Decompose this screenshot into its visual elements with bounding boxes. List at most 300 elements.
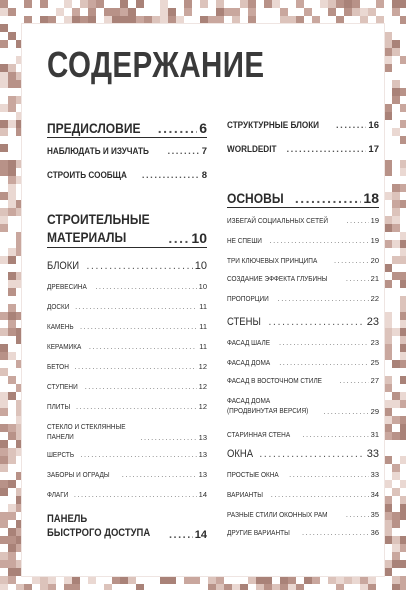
- border-pixel: [8, 160, 16, 168]
- toc-entry-title: [47, 210, 166, 246]
- border-pixel: [0, 160, 8, 168]
- dot-leader: [169, 529, 193, 541]
- dot-leader: [334, 256, 369, 265]
- toc-entry-title: [227, 510, 344, 519]
- border-pixel: [368, 576, 376, 584]
- toc-entry[interactable]: [47, 470, 207, 479]
- toc-entry[interactable]: [227, 490, 379, 499]
- border-pixel: [168, 576, 176, 584]
- border-pixel: [392, 0, 400, 8]
- border-pixel: [368, 584, 376, 590]
- toc-entry-title: [47, 120, 156, 136]
- border-pixel: [216, 0, 224, 8]
- toc-entry[interactable]: [227, 216, 379, 225]
- toc-entry-page-number: 8: [201, 170, 207, 181]
- border-pixel: [384, 312, 392, 320]
- border-pixel: [384, 496, 392, 504]
- toc-entry[interactable]: [227, 448, 379, 460]
- border-pixel: [0, 488, 8, 496]
- border-pixel: [256, 584, 264, 590]
- toc-entry-title: [47, 322, 78, 331]
- border-pixel: [160, 8, 168, 16]
- border-pixel: [136, 584, 144, 590]
- border-pixel: [184, 0, 192, 8]
- border-pixel: [0, 224, 8, 232]
- border-pixel: [0, 216, 8, 224]
- border-pixel: [64, 584, 72, 590]
- toc-entry[interactable]: [47, 512, 207, 541]
- border-pixel: [0, 312, 8, 320]
- toc-entry[interactable]: [47, 120, 207, 138]
- border-pixel: [272, 584, 280, 590]
- toc-entry-title: [227, 470, 287, 479]
- border-pixel: [384, 320, 392, 328]
- border-pixel: [224, 8, 232, 16]
- border-pixel: [384, 264, 392, 272]
- border-pixel: [384, 160, 392, 168]
- border-pixel: [352, 8, 360, 16]
- border-pixel: [288, 576, 296, 584]
- border-pixel: [8, 376, 16, 384]
- border-pixel: [0, 208, 8, 216]
- toc-entry[interactable]: [47, 450, 207, 459]
- toc-entry-title: [227, 274, 344, 283]
- border-pixel: [176, 16, 184, 24]
- toc-entry-page-number: 29: [370, 406, 379, 416]
- border-pixel: [400, 416, 406, 424]
- border-pixel: [400, 256, 406, 264]
- border-pixel: [8, 504, 16, 512]
- border-pixel: [384, 376, 392, 384]
- border-pixel: [72, 576, 80, 584]
- border-pixel: [336, 576, 344, 584]
- toc-entry-title: [47, 282, 93, 291]
- toc-entry[interactable]: [47, 382, 207, 391]
- border-pixel: [192, 576, 200, 584]
- border-pixel: [384, 344, 392, 352]
- toc-entry-title-line: (ПРОДВИНУТАЯ ВЕРСИЯ): [227, 405, 309, 415]
- toc-entry-title-text: ФЛАГИ: [47, 490, 69, 499]
- border-pixel: [0, 440, 8, 448]
- border-pixel: [40, 576, 48, 584]
- border-pixel: [400, 136, 406, 144]
- border-pixel: [128, 8, 136, 16]
- border-pixel: [400, 88, 406, 96]
- border-pixel: [400, 536, 406, 544]
- toc-entry[interactable]: [47, 302, 207, 311]
- border-pixel: [392, 576, 400, 584]
- border-pixel: [384, 240, 392, 248]
- border-pixel: [400, 248, 406, 256]
- toc-entry-page-number: 14: [194, 528, 207, 541]
- border-pixel: [120, 16, 128, 24]
- border-pixel: [40, 0, 48, 8]
- toc-entry-page-number: 19: [370, 236, 379, 245]
- toc-entry-title: [227, 490, 269, 499]
- border-pixel: [272, 0, 280, 8]
- toc-entry[interactable]: [47, 210, 207, 248]
- toc-entry-title: [227, 120, 334, 131]
- toc-entry-title-text: РАЗНЫЕ СТИЛИ ОКОННЫХ РАМ: [227, 510, 328, 519]
- border-pixel: [0, 144, 8, 152]
- border-pixel: [392, 328, 400, 336]
- dot-leader: [158, 120, 197, 136]
- border-pixel: [360, 8, 368, 16]
- dot-leader: [76, 402, 197, 411]
- border-pixel: [32, 576, 40, 584]
- border-pixel: [384, 224, 392, 232]
- border-pixel: [400, 232, 406, 240]
- toc-entry-title: [227, 338, 277, 347]
- toc-entry-title: [227, 316, 266, 328]
- border-pixel: [0, 392, 8, 400]
- dot-leader: [80, 450, 196, 459]
- border-pixel: [392, 464, 400, 472]
- toc-entry-title-text: ПЛИТЫ: [47, 402, 71, 411]
- border-pixel: [160, 576, 168, 584]
- border-pixel: [0, 520, 8, 528]
- border-pixel: [344, 8, 352, 16]
- border-pixel: [304, 576, 312, 584]
- toc-entry[interactable]: [227, 510, 379, 519]
- border-pixel: [360, 16, 368, 24]
- border-pixel: [328, 576, 336, 584]
- border-pixel: [112, 16, 120, 24]
- toc-entry-title-text: WORLDEDIT: [227, 144, 277, 155]
- border-pixel: [120, 8, 128, 16]
- toc-entry-title-text: ИЗБЕГАЙ СОЦИАЛЬНЫХ СЕТЕЙ: [227, 216, 329, 225]
- dot-leader: [295, 190, 362, 206]
- border-pixel: [400, 16, 406, 24]
- border-pixel: [392, 40, 400, 48]
- toc-entry-page-number: 11: [199, 322, 207, 331]
- toc-entry-title-line: МАТЕРИАЛЫ: [47, 229, 127, 246]
- border-pixel: [8, 96, 16, 104]
- toc-entry-title-text: ПРОПОРЦИИ: [227, 294, 269, 303]
- dot-leader: [279, 358, 368, 367]
- toc-entry-title-text: БЛОКИ: [47, 260, 80, 272]
- border-pixel: [0, 552, 8, 560]
- border-pixel: [8, 208, 16, 216]
- toc-entry-title-text: ФАСАД ШАЛЕ: [227, 338, 271, 347]
- border-pixel: [0, 512, 8, 520]
- border-pixel: [392, 488, 400, 496]
- border-pixel: [8, 184, 16, 192]
- toc-entry[interactable]: [47, 362, 207, 371]
- border-pixel: [0, 128, 8, 136]
- toc-entry[interactable]: [47, 342, 207, 351]
- border-pixel: [128, 16, 136, 24]
- border-pixel: [384, 104, 392, 112]
- border-pixel: [392, 512, 400, 520]
- border-pixel: [400, 104, 406, 112]
- border-pixel: [8, 288, 16, 296]
- border-pixel: [72, 8, 80, 16]
- border-pixel: [104, 16, 112, 24]
- border-pixel: [144, 16, 152, 24]
- border-pixel: [96, 0, 104, 8]
- toc-entry-title-text: КЕРАМИКА: [47, 342, 82, 351]
- dot-leader: [142, 170, 200, 181]
- toc-entry-title-text: СТЕНЫ: [227, 316, 261, 328]
- border-pixel: [8, 72, 16, 80]
- border-pixel: [0, 256, 8, 264]
- dot-leader: [287, 144, 367, 155]
- toc-entry-title-text: ФАСАД В ВОСТОЧНОМ СТИЛЕ: [227, 376, 322, 385]
- toc-entry-title: [227, 190, 293, 206]
- toc-entry[interactable]: [47, 146, 207, 157]
- border-pixel: [256, 576, 264, 584]
- border-pixel: [352, 0, 360, 8]
- toc-entry-title-text: ДРЕВЕСИНА: [47, 282, 87, 291]
- border-pixel: [8, 248, 16, 256]
- border-pixel: [400, 272, 406, 280]
- border-pixel: [0, 120, 8, 128]
- toc-entry-title: [227, 376, 337, 385]
- toc-entry-title-line: ПАНЕЛИ: [47, 431, 74, 441]
- border-pixel: [384, 416, 392, 424]
- border-pixel: [384, 48, 392, 56]
- border-pixel: [0, 40, 8, 48]
- border-pixel: [8, 272, 16, 280]
- toc-entry[interactable]: [227, 190, 379, 208]
- border-pixel: [128, 576, 136, 584]
- toc-entry[interactable]: [227, 294, 379, 303]
- border-pixel: [88, 576, 96, 584]
- border-pixel: [104, 584, 112, 590]
- toc-entry-title: [227, 236, 268, 245]
- border-pixel: [8, 576, 16, 584]
- border-pixel: [8, 312, 16, 320]
- toc-entry-page-number: 34: [370, 490, 379, 499]
- toc-entry-page-number: 21: [370, 274, 379, 283]
- toc-entry-title-text: БЕТОН: [47, 362, 69, 371]
- dot-leader: [85, 382, 197, 391]
- border-pixel: [216, 16, 224, 24]
- toc-entry[interactable]: [227, 470, 379, 479]
- border-pixel: [392, 520, 400, 528]
- toc-entry-page-number: 16: [368, 120, 379, 131]
- border-pixel: [8, 320, 16, 328]
- toc-entry[interactable]: [47, 282, 207, 291]
- border-pixel: [304, 8, 312, 16]
- toc-entry[interactable]: [47, 170, 207, 181]
- border-pixel: [328, 8, 336, 16]
- toc-entry-title-text: СТАРИННАЯ СТЕНА: [227, 430, 291, 439]
- toc-entry-title-text: ДРУГИЕ ВАРИАНТЫ: [227, 528, 290, 537]
- toc-entry-title-text: ПРОСТЫЕ ОКНА: [227, 470, 279, 479]
- toc-entry[interactable]: [227, 430, 379, 439]
- border-pixel: [384, 280, 392, 288]
- toc-entry[interactable]: [227, 338, 379, 347]
- border-pixel: [88, 0, 96, 8]
- toc-entry[interactable]: [227, 316, 379, 328]
- toc-entry-title: [47, 302, 73, 311]
- table-of-contents-page: [22, 24, 384, 576]
- border-pixel: [8, 568, 16, 576]
- border-pixel: [392, 416, 400, 424]
- border-pixel: [200, 16, 208, 24]
- toc-entry-page-number: 36: [370, 528, 379, 537]
- border-pixel: [384, 504, 392, 512]
- toc-entry[interactable]: [47, 422, 207, 442]
- border-pixel: [160, 16, 168, 24]
- border-pixel: [8, 512, 16, 520]
- toc-entry-title: [47, 260, 84, 272]
- border-pixel: [208, 584, 216, 590]
- border-pixel: [216, 584, 224, 590]
- toc-entry-title-text: СТРУКТУРНЫЕ БЛОКИ: [227, 120, 320, 131]
- border-pixel: [384, 192, 392, 200]
- border-pixel: [296, 16, 304, 24]
- border-pixel: [208, 576, 216, 584]
- border-pixel: [344, 0, 352, 8]
- border-pixel: [384, 112, 392, 120]
- border-pixel: [392, 216, 400, 224]
- toc-entry-title-text: ДОСКИ: [47, 302, 70, 311]
- toc-entry-title-text: ВАРИАНТЫ: [227, 490, 263, 499]
- toc-entry-title: [47, 490, 72, 499]
- toc-entry-title-text: СОЗДАНИЕ ЭФФЕКТА ГЛУБИНЫ: [227, 274, 328, 283]
- border-pixel: [392, 96, 400, 104]
- border-pixel: [376, 0, 384, 8]
- border-pixel: [288, 584, 296, 590]
- border-pixel: [400, 296, 406, 304]
- border-pixel: [392, 200, 400, 208]
- toc-entry-title: [47, 512, 167, 541]
- border-pixel: [392, 256, 400, 264]
- border-pixel: [280, 8, 288, 16]
- border-pixel: [0, 8, 8, 16]
- border-pixel: [392, 584, 400, 590]
- border-pixel: [392, 48, 400, 56]
- toc-entry-page-number: 7: [201, 146, 207, 157]
- dot-leader: [167, 146, 199, 157]
- border-pixel: [0, 424, 8, 432]
- toc-entry-title-text: СТРОИТЬ СООБЩА: [47, 170, 127, 181]
- border-pixel: [392, 184, 400, 192]
- border-pixel: [104, 8, 112, 16]
- border-pixel: [400, 576, 406, 584]
- border-pixel: [8, 104, 16, 112]
- border-pixel: [168, 8, 176, 16]
- toc-entry[interactable]: [227, 144, 379, 155]
- toc-entry-page-number: 12: [198, 362, 207, 371]
- border-pixel: [64, 576, 72, 584]
- toc-entry-title: [227, 448, 257, 460]
- border-pixel: [0, 72, 8, 80]
- toc-entry[interactable]: [227, 236, 379, 245]
- border-pixel: [112, 8, 120, 16]
- border-pixel: [184, 576, 192, 584]
- toc-entry-page-number: 6: [199, 120, 207, 136]
- border-pixel: [0, 80, 8, 88]
- toc-entry[interactable]: [227, 396, 379, 416]
- border-pixel: [8, 80, 16, 88]
- border-pixel: [392, 472, 400, 480]
- border-pixel: [384, 568, 392, 576]
- toc-entry[interactable]: [47, 402, 207, 411]
- border-pixel: [360, 576, 368, 584]
- border-pixel: [136, 0, 144, 8]
- toc-entry-title: [227, 430, 300, 439]
- toc-entry-title: [227, 216, 344, 225]
- border-pixel: [8, 192, 16, 200]
- toc-entry-page-number: 10: [194, 260, 207, 272]
- toc-entry[interactable]: [227, 256, 379, 265]
- border-pixel: [392, 240, 400, 248]
- border-pixel: [8, 456, 16, 464]
- toc-entry-title-text: ОКНА: [227, 448, 254, 460]
- toc-entry[interactable]: [227, 120, 379, 131]
- border-pixel: [8, 168, 16, 176]
- border-pixel: [64, 16, 72, 24]
- border-pixel: [264, 0, 272, 8]
- dot-leader: [289, 470, 368, 479]
- toc-entry-title-line: ФАСАД ДОМА: [227, 396, 271, 405]
- toc-entry[interactable]: [227, 358, 379, 367]
- border-pixel: [0, 104, 8, 112]
- border-pixel: [384, 528, 392, 536]
- toc-entry-page-number: 23: [370, 338, 379, 347]
- dot-leader: [86, 260, 192, 272]
- toc-entry-page-number: 11: [199, 342, 207, 351]
- border-pixel: [0, 400, 8, 408]
- border-pixel: [336, 0, 344, 8]
- border-pixel: [400, 496, 406, 504]
- border-pixel: [8, 64, 16, 72]
- toc-entry[interactable]: [47, 490, 207, 499]
- toc-entry[interactable]: [227, 376, 379, 385]
- toc-entry-page-number: 14: [198, 490, 207, 499]
- dot-leader: [302, 430, 368, 439]
- toc-entry-page-number: 19: [370, 216, 379, 225]
- border-pixel: [0, 536, 8, 544]
- border-pixel: [72, 584, 80, 590]
- border-pixel: [8, 480, 16, 488]
- border-pixel: [384, 352, 392, 360]
- toc-entry[interactable]: [47, 260, 207, 272]
- toc-entry-page-number: 35: [370, 510, 379, 519]
- border-pixel: [0, 328, 8, 336]
- toc-entry[interactable]: [227, 274, 379, 283]
- border-pixel: [16, 584, 24, 590]
- toc-entry-title-line: БЫСТРОГО ДОСТУПА: [47, 527, 151, 540]
- toc-entry[interactable]: [227, 528, 379, 537]
- border-pixel: [0, 480, 8, 488]
- border-pixel: [8, 328, 16, 336]
- border-pixel: [24, 16, 32, 24]
- border-pixel: [400, 320, 406, 328]
- dot-leader: [279, 338, 369, 347]
- border-pixel: [392, 560, 400, 568]
- toc-entry-title-text: ЗАБОРЫ И ОГРАДЫ: [47, 470, 110, 479]
- dot-leader: [346, 510, 369, 519]
- border-pixel: [40, 16, 48, 24]
- border-pixel: [376, 16, 384, 24]
- border-pixel: [400, 424, 406, 432]
- border-pixel: [392, 8, 400, 16]
- border-pixel: [8, 304, 16, 312]
- border-pixel: [392, 192, 400, 200]
- toc-entry[interactable]: [47, 322, 207, 331]
- border-pixel: [400, 200, 406, 208]
- border-pixel: [80, 16, 88, 24]
- border-pixel: [248, 0, 256, 8]
- border-pixel: [8, 536, 16, 544]
- toc-entry-title-text: ШЕРСТЬ: [47, 450, 75, 459]
- dot-leader: [336, 120, 366, 131]
